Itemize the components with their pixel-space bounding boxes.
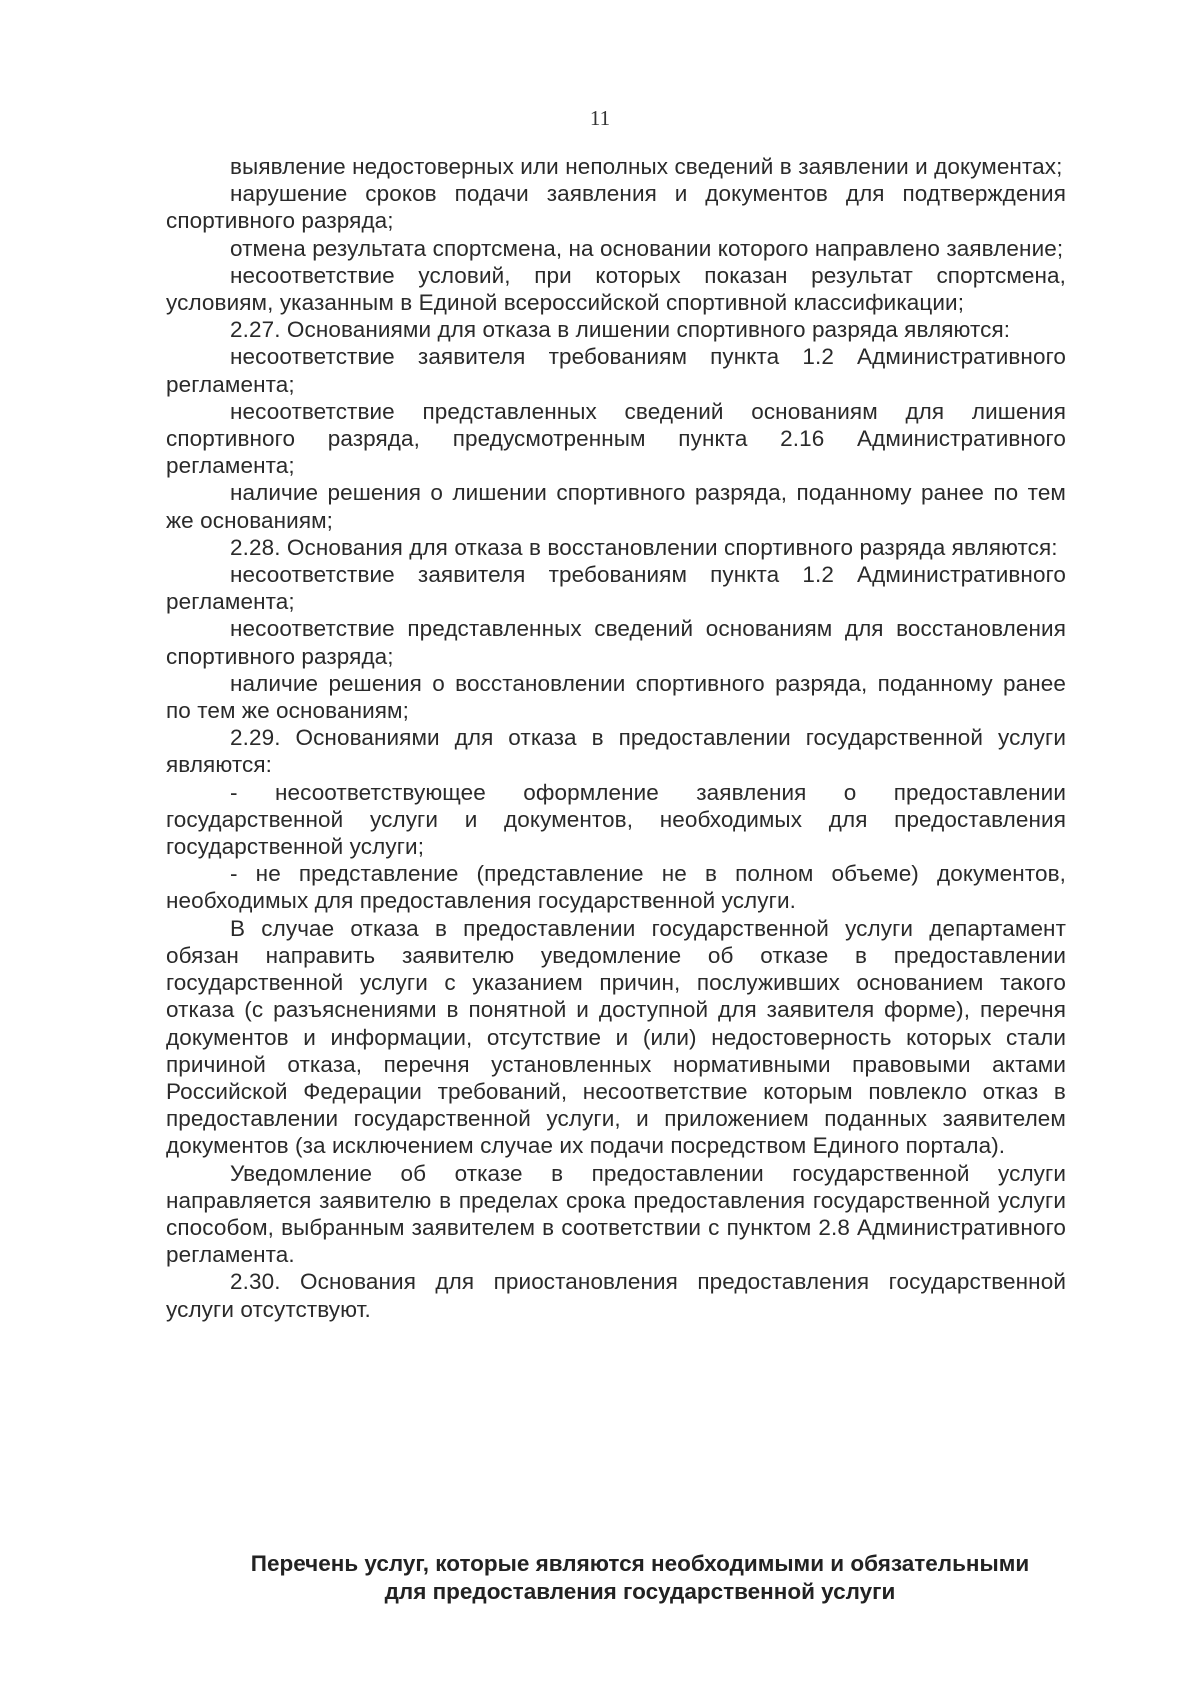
paragraph: 2.28. Основания для отказа в восстановлении спортивного разряда являются: [230, 534, 1058, 560]
paragraph: несоответствие представленных сведений основаниям для восстановления спортивного разряда; [166, 616, 1066, 669]
document-body [166, 153, 1066, 1323]
paragraph: Уведомление об отказе в предоставлении государственной услуги направляется заявителю в пределах срока предоставления государственной услуги способом, выбранным заявителем в соответствии с пунктом 2.8 Административного регламента. [166, 1160, 1066, 1268]
paragraph: выявление недостоверных или неполных сведений в заявлении и документах; [230, 154, 1063, 179]
section-heading-line: Перечень услуг, которые являются необходимыми и обязательными [250, 1551, 1030, 1576]
section-heading [150, 1550, 1130, 1606]
paragraph: отмена результата спортсмена, на основании которого направлено заявление; [230, 235, 1064, 261]
paragraph: нарушение сроков подачи заявления и документов для подтверждения спортивного разряда; [166, 181, 1066, 234]
page-number: 11 [589, 106, 611, 130]
section-heading-line: для предоставления государственной услуги [384, 1579, 896, 1604]
paragraph: несоответствие представленных сведений основаниям для лишения спортивного разряда, предусмотренным пункта 2.16 Административного регламента; [166, 398, 1066, 479]
paragraph: 2.27. Основаниями для отказа в лишении спортивного разряда являются: [230, 317, 1011, 343]
paragraph: несоответствие условий, при которых показан результат спортсмена, условиям, указанным в Единой всероссийской спортивной классификации; [166, 262, 1066, 316]
paragraph: наличие решения о лишении спортивного разряда, поданному ранее по тем же основаниям; [166, 480, 1066, 533]
paragraph: В случае отказа в предоставлении государственной услуги департамент обязан направить заявителю уведомление об отказе в предоставлении государственной услуги с указанием причин, послуживших основанием такого отказа (с разъяснениями в понятной и доступной для заявителя форме), перечня документов и информации, отсутствие и (или) недостоверность которых стали причиной отказа, перечня установленных нормативными правовыми актами Российской Федерации требований, несоответствие которым повлекло отказ в предоставлении государственной услуги, и приложением поданных заявителем документов (за исключением случае их подачи посредством Единого портала). [166, 915, 1066, 1159]
paragraph: несоответствие заявителя требованиям пункта 1.2 Административного регламента; [166, 562, 1066, 615]
paragraph: несоответствие заявителя требованиям пункта 1.2 Административного регламента; [166, 344, 1066, 397]
paragraph: - не представление (представление не в полном объеме) документов, необходимых для предоставления государственной услуги. [166, 861, 1066, 914]
paragraph: 2.29. Основаниями для отказа в предоставлении государственной услуги являются: [166, 725, 1066, 778]
paragraph: - несоответствующее оформление заявления о предоставлении государственной услуги и документов, необходимых для предоставления государственной услуги; [166, 779, 1066, 860]
paragraph: 2.30. Основания для приостановления предоставления государственной услуги отсутствуют. [166, 1269, 1066, 1322]
paragraph: наличие решения о восстановлении спортивного разряда, поданному ранее по тем же основаниям; [166, 670, 1066, 724]
